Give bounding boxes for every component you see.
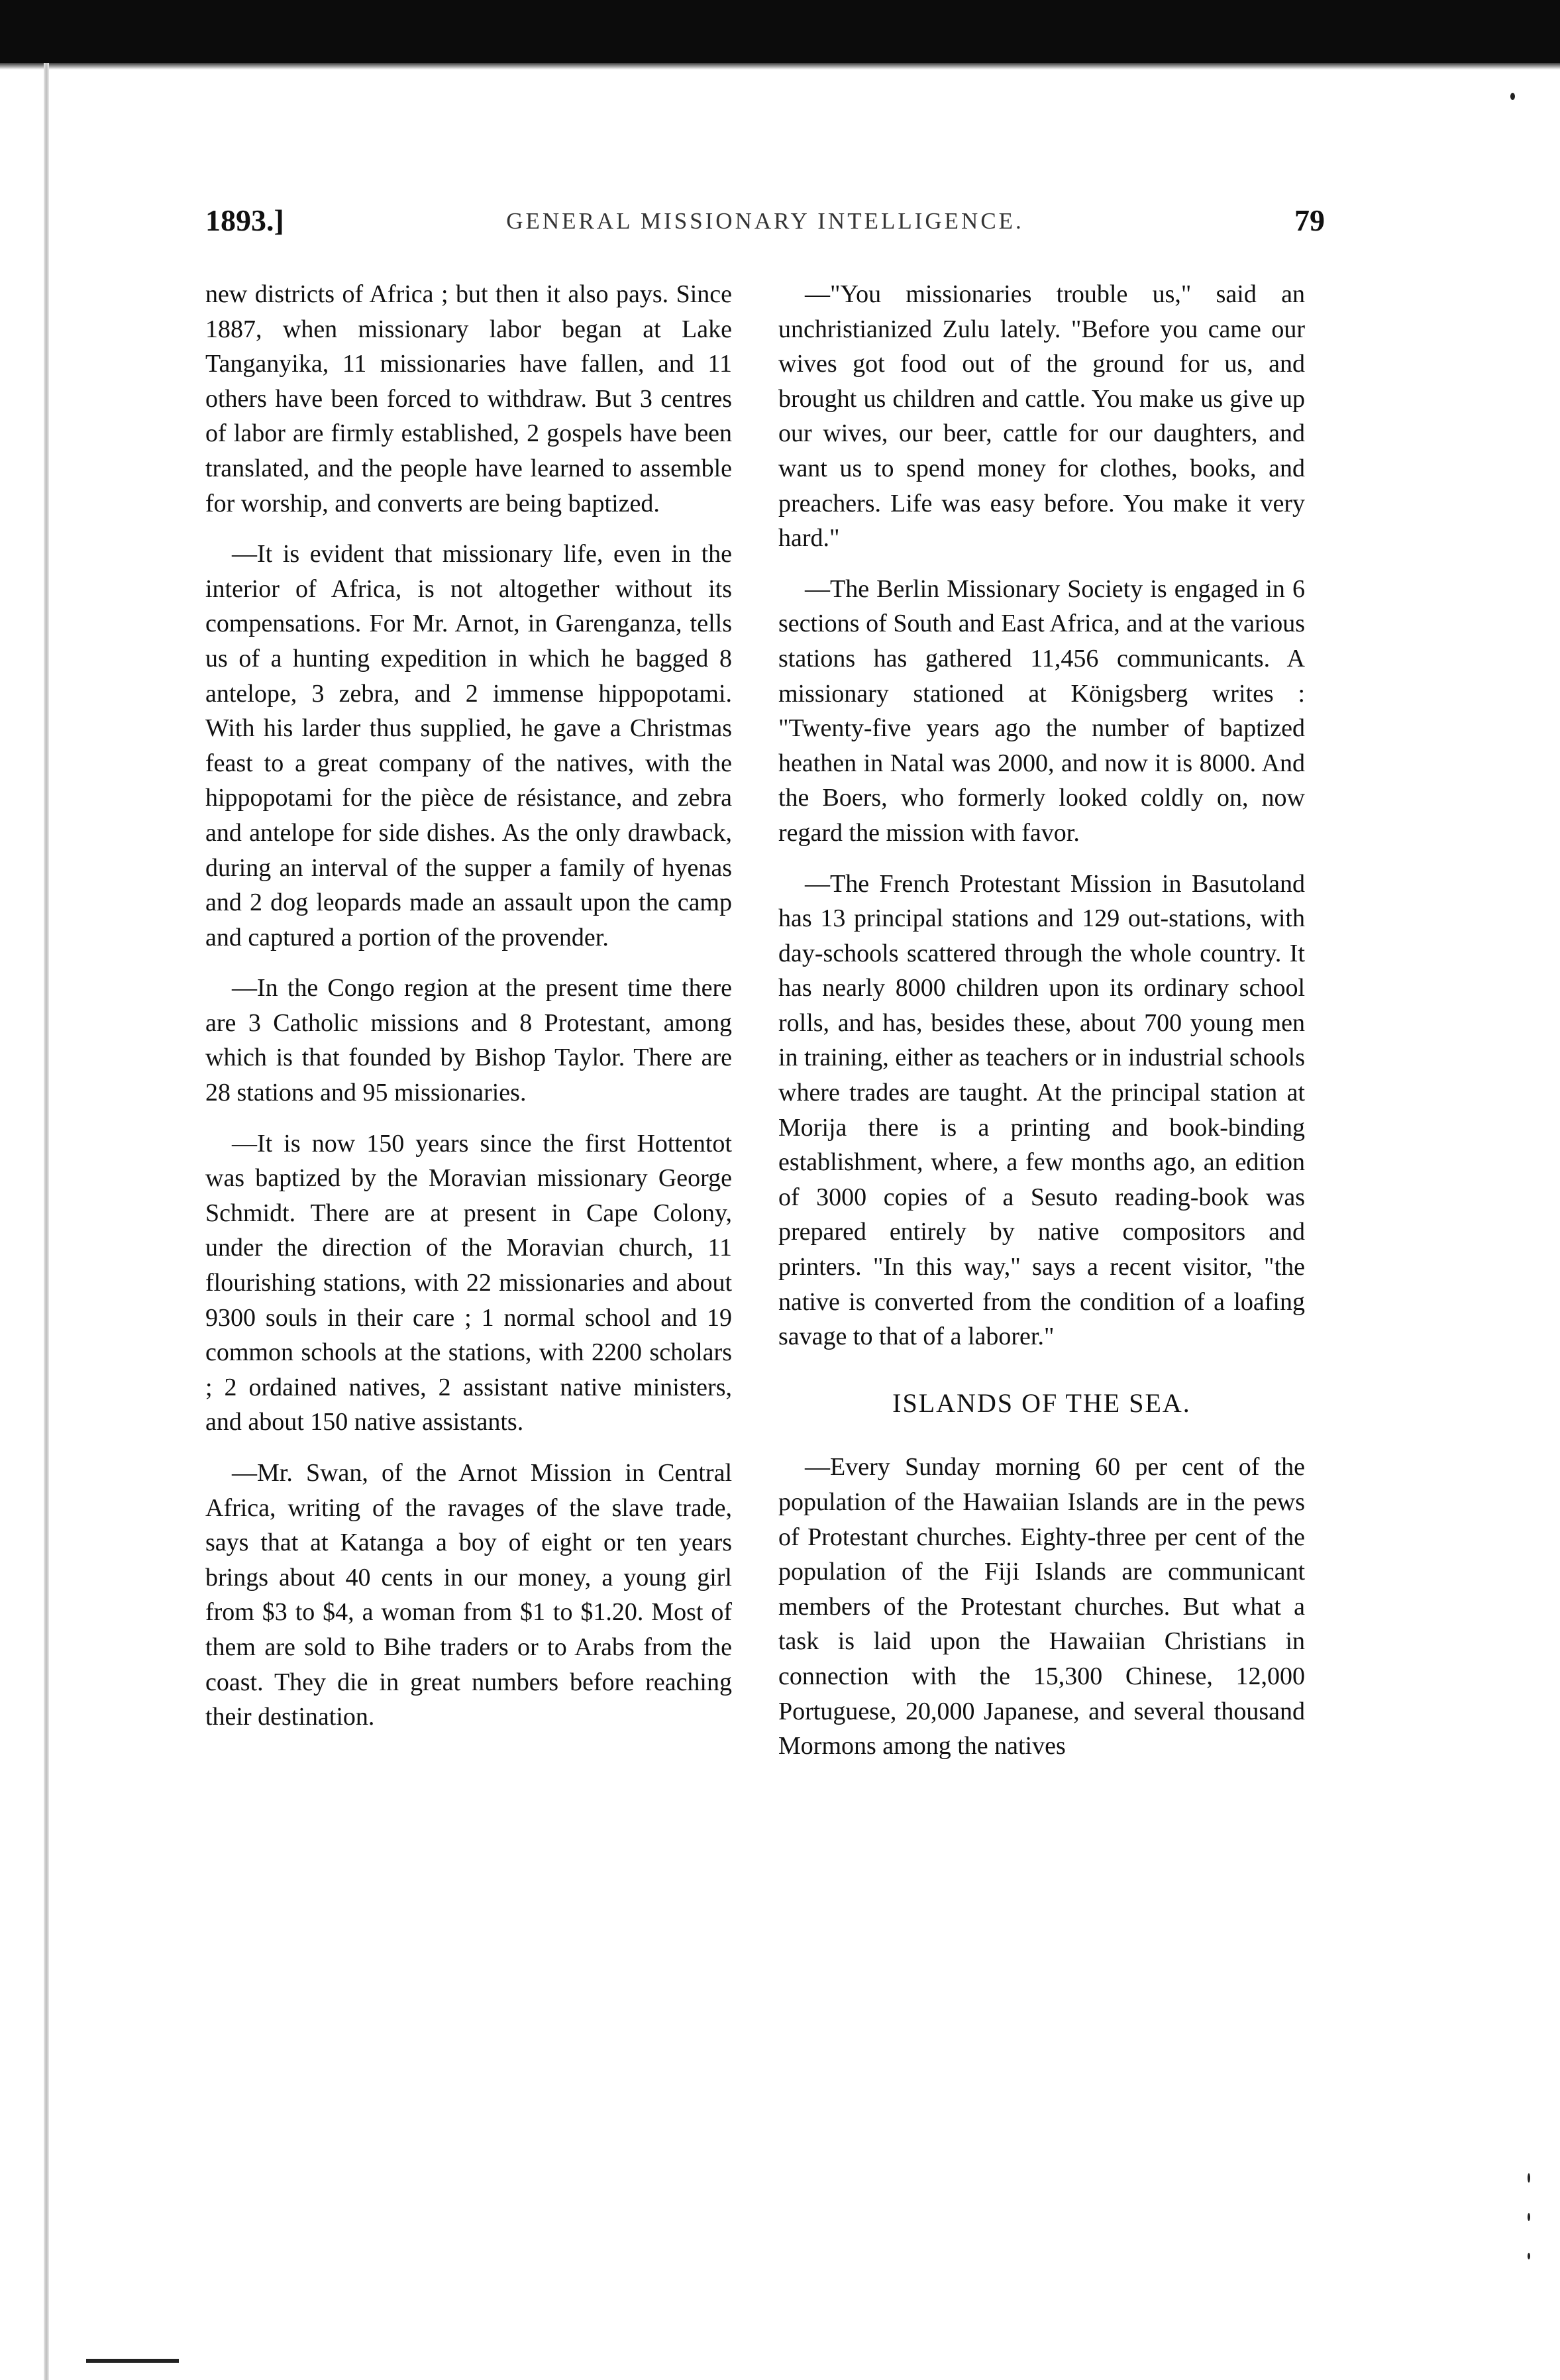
- running-title: GENERAL MISSIONARY INTELLIGENCE.: [506, 208, 1024, 234]
- running-header: [205, 203, 1325, 243]
- paragraph: —In the Congo region at the present time there are 3 Catholic missions and 8 Protestant, among which is that founded by Bishop Taylor. There are 28 stations and 95 missionaries.: [205, 974, 732, 1107]
- paragraph: new districts of Africa ; but then it also pays. Since 1887, when missionary labor began at Lake Tanganyika, 11 missionaries have fallen, and 11 others have been forced to withdraw. But 3 centres of labor are firmly established, 2 gospels have been translated, and the people have learned to assemble for worship, and converts are being baptized.: [205, 280, 732, 517]
- paragraph: —"You missionaries trouble us," said an unchristianized Zulu lately. "Before you came our wives got food out of the ground for us, and brought us children and cattle. You make us give up our wives, our beer, cattle for our daughters, and want us to spend money for clothes, books, and preachers. Life was easy before. You make it very hard.": [778, 280, 1305, 553]
- scan-bottom-mark: [86, 2359, 179, 2363]
- paragraph: —The French Protestant Mission in Basutoland has 13 principal stations and 129 out-stations, with day-schools scattered through the whole country. It has nearly 8000 children upon its ordinary school rolls, and has, besides these, about 700 young men in training, either as teachers or in industrial schools where trades are taught. At the principal station at Morija there is a printing and book-binding establishment, where, a few months ago, an edition of 3000 copies of a Sesuto reading-book was prepared entirely by native compositors and printers. "In this way," says a recent visitor, "the native is converted from the condition of a loafing savage to that of a laborer.": [778, 869, 1305, 1351]
- section-heading: ISLANDS OF THE SEA.: [892, 1387, 1191, 1418]
- paragraph: —It is now 150 years since the first Hottentot was baptized by the Moravian missionary George Schmidt. There are at present in Cape Colony, under the direction of the Moravian church, 11 flourishing stations, with 22 missionaries and about 9300 souls in their care ; 1 normal school and 19 common schools at the stations, with 2200 scholars ; 2 ordained natives, 2 assistant native ministers, and about 150 native assistants.: [205, 1129, 732, 1436]
- paragraph: —The Berlin Missionary Society is engaged in 6 sections of South and East Africa, and at the various stations has gathered 11,456 communicants. A missionary stationed at Königsberg writes : "Twenty-five years ago the number of baptized heathen in Natal was 2000, and now it is 8000. And the Boers, who formerly looked coldly on, now regard the mission with favor.: [778, 574, 1305, 847]
- scan-edge-shadow: [0, 63, 1560, 70]
- page-number: 79: [1294, 203, 1325, 237]
- header-year: 1893.]: [205, 203, 284, 237]
- paragraph: —It is evident that missionary life, even in the interior of Africa, is not altogether without its compensations. For Mr. Arnot, in Garenganza, tells us of a hunting expedition in which he bagged 8 antelope, 3 zebra, and 2 immense hippopotami. With his larder thus supplied, he gave a Christmas feast to a great company of the natives, with the hippopotami for the pièce de résistance, and zebra and antelope for side dishes. As the only drawback, during an interval of the supper a family of hyenas and 2 dog leopards made an assault upon the camp and captured a portion of the provender.: [205, 540, 732, 951]
- right-column: [778, 277, 1305, 1780]
- scan-speck: [1528, 2213, 1530, 2221]
- binding-margin-rule: [44, 63, 49, 2380]
- scan-speck: [1528, 2253, 1530, 2259]
- scan-speck: [1510, 93, 1515, 100]
- scan-speck: [1528, 2173, 1530, 2183]
- paragraph: —Mr. Swan, of the Arnot Mission in Central Africa, writing of the ravages of the slave trade, says that at Katanga a boy of eight or ten years brings about 40 cents in our money, a young girl from $3 to $4, a woman from $1 to $1.20. Most of them are sold to Bihe traders or to Arabs from the coast. They die in great numbers before reaching their destination.: [205, 1459, 732, 1731]
- scan-top-edge: [0, 0, 1560, 63]
- paragraph: —Every Sunday morning 60 per cent of the population of the Hawaiian Islands are in the pews of Protestant churches. Eighty-three per cent of the population of the Fiji Islands are communicant members of the Protestant churches. But what a task is laid upon the Hawaiian Christians in connection with the 15,300 Chinese, 12,000 Portuguese, 20,000 Japanese, and several thousand Mormons among the natives: [778, 1453, 1305, 1760]
- left-column: [205, 277, 732, 1751]
